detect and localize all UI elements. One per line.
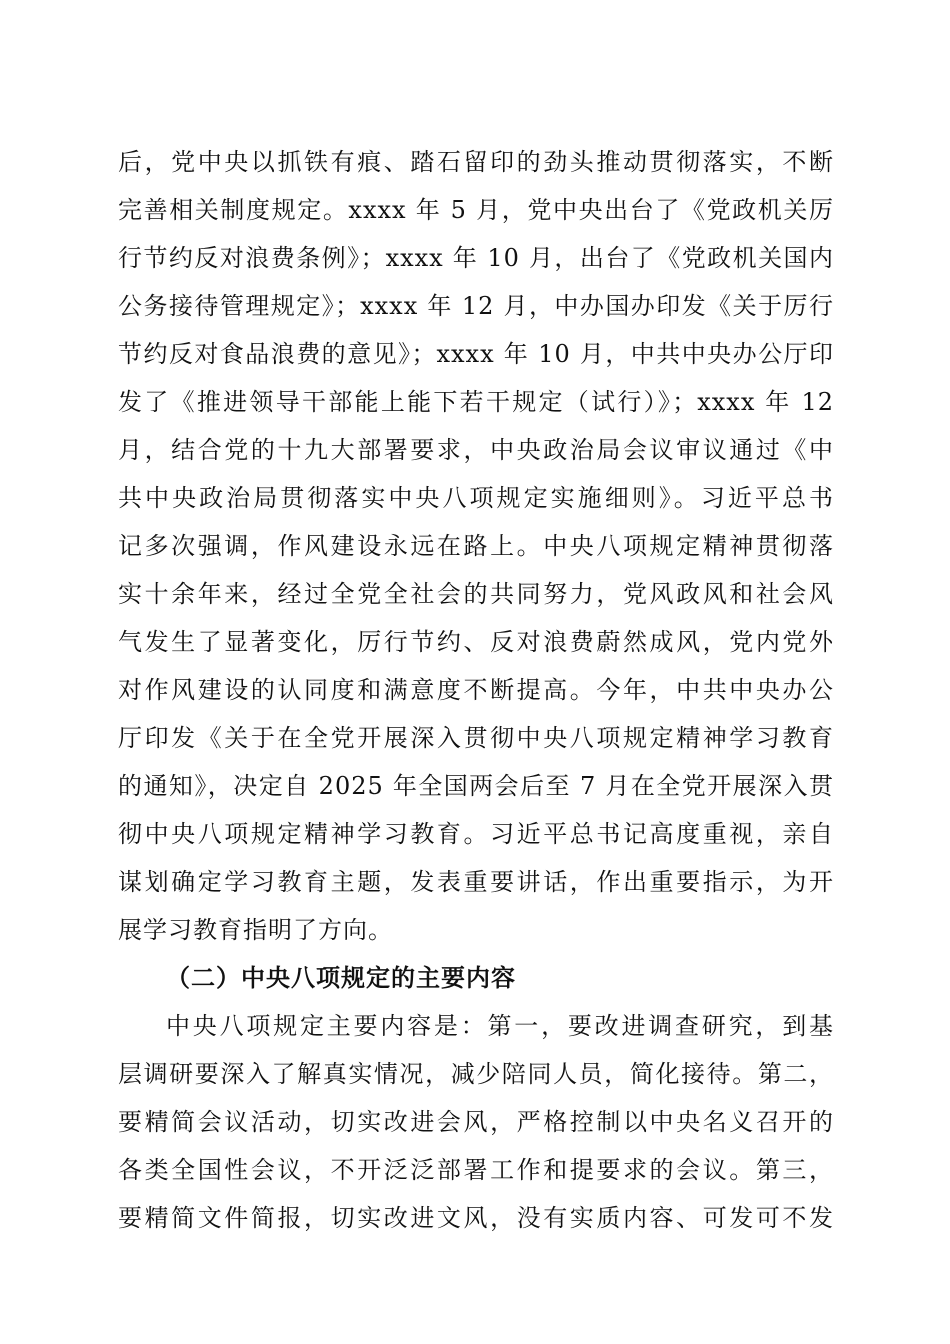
paragraph-1: [118, 138, 834, 954]
section-heading: （二）中央八项规定的主要内容: [166, 963, 516, 992]
paragraph-2: [118, 1002, 834, 1242]
paragraph-line: 行节约反对浪费条例》；xxxx 年 10 月，出台了《党政机关国内: [118, 244, 834, 272]
document-body: [118, 138, 834, 1242]
paragraph-line: 各类全国性会议，不开泛泛部署工作和提要求的会议。第三，: [118, 1156, 834, 1184]
paragraph-line: 气发生了显著变化，厉行节约、反对浪费蔚然成风，党内党外: [118, 628, 834, 656]
paragraph-line: 谋划确定学习教育主题，发表重要讲话，作出重要指示，为开: [118, 868, 834, 896]
paragraph-line: 对作风建设的认同度和满意度不断提高。今年，中共中央办公: [118, 676, 834, 704]
paragraph-line: 中央八项规定主要内容是：第一，要改进调查研究，到基: [166, 1012, 834, 1040]
paragraph-line: 记多次强调，作风建设永远在路上。中央八项规定精神贯彻落: [118, 532, 834, 560]
paragraph-line: 展学习教育指明了方向。: [118, 916, 393, 944]
paragraph-line: 共中央政治局贯彻落实中央八项规定实施细则》。习近平总书: [118, 484, 834, 512]
paragraph-line: 发了《推进领导干部能上能下若干规定（试行）》；xxxx 年 12: [118, 388, 834, 416]
paragraph-line: 要精简文件简报，切实改进文风，没有实质内容、可发可不发: [118, 1204, 834, 1232]
paragraph-line: 节约反对食品浪费的意见》；xxxx 年 10 月，中共中央办公厅印: [118, 340, 834, 368]
paragraph-line: 月，结合党的十九大部署要求，中央政治局会议审议通过《中: [118, 436, 834, 464]
paragraph-line: 后，党中央以抓铁有痕、踏石留印的劲头推动贯彻落实，不断: [118, 148, 834, 176]
paragraph-line: 要精简会议活动，切实改进会风，严格控制以中央名义召开的: [118, 1108, 834, 1136]
paragraph-line: 公务接待管理规定》；xxxx 年 12 月，中办国办印发《关于厉行: [118, 292, 834, 320]
paragraph-line: 实十余年来，经过全党全社会的共同努力，党风政风和社会风: [118, 580, 834, 608]
paragraph-line: 厅印发《关于在全党开展深入贯彻中央八项规定精神学习教育: [118, 724, 834, 752]
paragraph-line: 彻中央八项规定精神学习教育。习近平总书记高度重视，亲自: [118, 820, 834, 848]
paragraph-line: 的通知》，决定自 2025 年全国两会后至 7 月在全党开展深入贯: [118, 772, 834, 800]
paragraph-line: 完善相关制度规定。xxxx 年 5 月，党中央出台了《党政机关厉: [118, 196, 834, 224]
paragraph-line: 层调研要深入了解真实情况，减少陪同人员，简化接待。第二，: [118, 1060, 834, 1088]
